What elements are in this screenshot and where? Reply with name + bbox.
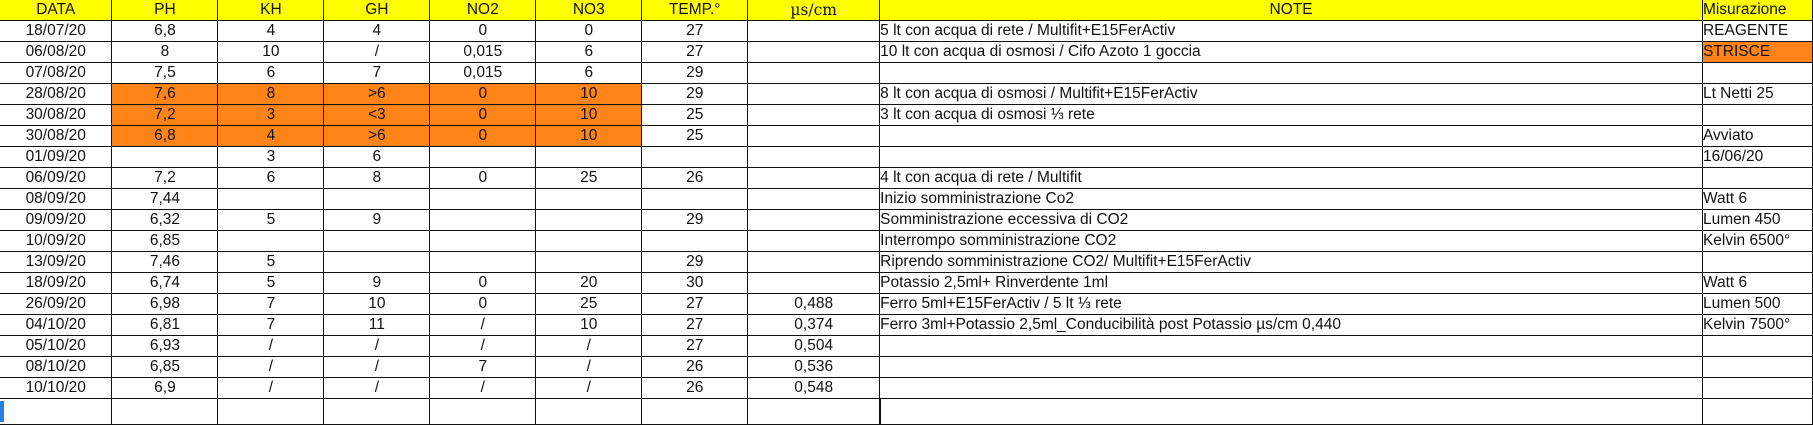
- cell-gh[interactable]: 9: [324, 273, 430, 294]
- header-cell-no2[interactable]: NO2: [430, 0, 536, 21]
- cell-gh[interactable]: /: [324, 378, 430, 399]
- table-row: [0, 189, 1813, 210]
- cell-ph[interactable]: 7,2: [112, 105, 218, 126]
- cell-temp[interactable]: 29: [642, 252, 748, 273]
- cell-conductivity[interactable]: [748, 399, 880, 425]
- cell-temp[interactable]: 27: [642, 42, 748, 63]
- cell-misurazione[interactable]: [1702, 357, 1812, 378]
- cell-conductivity[interactable]: 0,374: [748, 315, 880, 336]
- cell-misurazione[interactable]: 16/06/20: [1702, 147, 1812, 168]
- cell-note[interactable]: [880, 357, 1703, 378]
- cell-ph[interactable]: 6,32: [112, 210, 218, 231]
- cell-conductivity[interactable]: 0,548: [748, 378, 880, 399]
- cell-misurazione[interactable]: Kelvin 6500°: [1702, 231, 1812, 252]
- cell-note[interactable]: 4 lt con acqua di rete / Multifit: [880, 168, 1703, 189]
- cell-ph[interactable]: 6,74: [112, 273, 218, 294]
- cell-no2[interactable]: 0: [430, 168, 536, 189]
- cell-data[interactable]: 26/09/20: [0, 294, 112, 315]
- cell-kh[interactable]: [218, 231, 324, 252]
- cell-ph[interactable]: 6,8: [112, 21, 218, 42]
- cell-misurazione[interactable]: [1702, 63, 1812, 84]
- active-cell-marker: [0, 401, 4, 422]
- cell-temp[interactable]: 27: [642, 336, 748, 357]
- cell-ph[interactable]: 6,98: [112, 294, 218, 315]
- cell-note[interactable]: Inizio somministrazione Co2: [880, 189, 1703, 210]
- cell-gh[interactable]: /: [324, 357, 430, 378]
- cell-kh[interactable]: 5: [218, 252, 324, 273]
- cell-temp[interactable]: 25: [642, 126, 748, 147]
- cell-ph[interactable]: 7,46: [112, 252, 218, 273]
- cell-no2[interactable]: [430, 147, 536, 168]
- cell-ph[interactable]: 6,85: [112, 231, 218, 252]
- cell-gh[interactable]: 9: [324, 210, 430, 231]
- cell-misurazione[interactable]: [1702, 105, 1812, 126]
- table-row: [0, 357, 1813, 378]
- cell-data[interactable]: 10/09/20: [0, 231, 112, 252]
- table-row: [0, 252, 1813, 273]
- cell-note[interactable]: [880, 378, 1703, 399]
- cell-gh[interactable]: [324, 399, 430, 425]
- cell-kh[interactable]: [218, 399, 324, 425]
- cell-misurazione[interactable]: [1702, 252, 1812, 273]
- cell-no2[interactable]: /: [430, 378, 536, 399]
- cell-data[interactable]: 10/10/20: [0, 378, 112, 399]
- cell-no3[interactable]: /: [536, 357, 642, 378]
- header-cell-gh[interactable]: GH: [324, 0, 430, 21]
- cell-kh[interactable]: 7: [218, 315, 324, 336]
- cell-conductivity[interactable]: [748, 210, 880, 231]
- cell-conductivity[interactable]: [748, 63, 880, 84]
- cell-note[interactable]: 8 lt con acqua di osmosi / Multifit+E15FerActiv: [880, 84, 1703, 105]
- cell-no2[interactable]: 0: [430, 105, 536, 126]
- cell-kh[interactable]: 3: [218, 105, 324, 126]
- cell-gh[interactable]: /: [324, 42, 430, 63]
- cell-no3[interactable]: 10: [536, 105, 642, 126]
- cell-no2[interactable]: 7: [430, 357, 536, 378]
- cell-conductivity[interactable]: [748, 168, 880, 189]
- cell-temp[interactable]: 30: [642, 273, 748, 294]
- table-row: [0, 378, 1813, 399]
- table-row: [0, 315, 1813, 336]
- cell-misurazione[interactable]: [1702, 399, 1812, 425]
- header-cell-kh[interactable]: KH: [218, 0, 324, 21]
- cell-gh[interactable]: 4: [324, 21, 430, 42]
- cell-data[interactable]: 13/09/20: [0, 252, 112, 273]
- cell-gh[interactable]: <3: [324, 105, 430, 126]
- cell-no3[interactable]: 10: [536, 126, 642, 147]
- cell-data[interactable]: 07/08/20: [0, 63, 112, 84]
- cell-data[interactable]: 30/08/20: [0, 126, 112, 147]
- cell-data[interactable]: 08/09/20: [0, 189, 112, 210]
- cell-conductivity[interactable]: [748, 42, 880, 63]
- header-cell-ph[interactable]: PH: [112, 0, 218, 21]
- cell-gh[interactable]: [324, 189, 430, 210]
- cell-temp[interactable]: 25: [642, 105, 748, 126]
- cell-conductivity[interactable]: [748, 126, 880, 147]
- cell-note[interactable]: [880, 147, 1703, 168]
- table-row: [0, 105, 1813, 126]
- cell-no2[interactable]: /: [430, 315, 536, 336]
- cell-misurazione[interactable]: [1702, 168, 1812, 189]
- cell-kh[interactable]: 4: [218, 126, 324, 147]
- cell-temp[interactable]: 27: [642, 294, 748, 315]
- cell-kh[interactable]: 5: [218, 210, 324, 231]
- cell-no3[interactable]: 25: [536, 294, 642, 315]
- cell-kh[interactable]: /: [218, 378, 324, 399]
- cell-gh[interactable]: [324, 252, 430, 273]
- cell-kh[interactable]: 3: [218, 147, 324, 168]
- cell-no3[interactable]: 10: [536, 315, 642, 336]
- table-row: [0, 63, 1813, 84]
- header-row: [0, 0, 1813, 21]
- table-row: [0, 399, 1813, 425]
- cell-kh[interactable]: 10: [218, 42, 324, 63]
- cell-temp[interactable]: 26: [642, 357, 748, 378]
- cell-gh[interactable]: 7: [324, 63, 430, 84]
- cell-misurazione[interactable]: Lumen 500: [1702, 294, 1812, 315]
- cell-misurazione[interactable]: [1702, 336, 1812, 357]
- cell-no2[interactable]: 0,015: [430, 63, 536, 84]
- cell-no3[interactable]: 0: [536, 21, 642, 42]
- cell-misurazione[interactable]: [1702, 378, 1812, 399]
- cell-conductivity[interactable]: 0,536: [748, 357, 880, 378]
- cell-conductivity[interactable]: 0,488: [748, 294, 880, 315]
- cell-no3[interactable]: [536, 399, 642, 425]
- cell-kh[interactable]: 6: [218, 168, 324, 189]
- cell-data[interactable]: 05/10/20: [0, 336, 112, 357]
- header-cell-note[interactable]: NOTE: [880, 0, 1703, 21]
- cell-note[interactable]: [880, 399, 1703, 425]
- cell-no3[interactable]: [536, 147, 642, 168]
- cell-note[interactable]: 5 lt con acqua di rete / Multifit+E15FerActiv: [880, 21, 1703, 42]
- table-row: [0, 231, 1813, 252]
- cell-no3[interactable]: [536, 210, 642, 231]
- cell-gh[interactable]: >6: [324, 84, 430, 105]
- cell-kh[interactable]: 6: [218, 63, 324, 84]
- cell-misurazione[interactable]: Lumen 450: [1702, 210, 1812, 231]
- cell-conductivity[interactable]: [748, 231, 880, 252]
- cell-conductivity[interactable]: [748, 252, 880, 273]
- cell-kh[interactable]: 4: [218, 21, 324, 42]
- cell-note[interactable]: Somministrazione eccessiva di CO2: [880, 210, 1703, 231]
- cell-note[interactable]: Interrompo somministrazione CO2: [880, 231, 1703, 252]
- cell-temp[interactable]: 29: [642, 210, 748, 231]
- cell-misurazione[interactable]: REAGENTE: [1702, 21, 1812, 42]
- cell-temp[interactable]: [642, 189, 748, 210]
- cell-gh[interactable]: 8: [324, 168, 430, 189]
- cell-misurazione[interactable]: Avviato: [1702, 126, 1812, 147]
- table-row: [0, 42, 1813, 63]
- cell-temp[interactable]: 27: [642, 315, 748, 336]
- cell-no3[interactable]: /: [536, 336, 642, 357]
- cell-conductivity[interactable]: [748, 147, 880, 168]
- cell-kh[interactable]: [218, 189, 324, 210]
- cell-misurazione[interactable]: Watt 6: [1702, 189, 1812, 210]
- cell-data[interactable]: 18/09/20: [0, 273, 112, 294]
- cell-conductivity[interactable]: [748, 21, 880, 42]
- cell-no2[interactable]: 0: [430, 294, 536, 315]
- cell-gh[interactable]: 6: [324, 147, 430, 168]
- cell-note[interactable]: [880, 126, 1703, 147]
- cell-ph[interactable]: 7,44: [112, 189, 218, 210]
- cell-note[interactable]: 10 lt con acqua di osmosi / Cifo Azoto 1 goccia: [880, 42, 1703, 63]
- cell-no2[interactable]: [430, 210, 536, 231]
- table-row: [0, 210, 1813, 231]
- cell-ph[interactable]: 8: [112, 42, 218, 63]
- cell-gh[interactable]: 11: [324, 315, 430, 336]
- cell-no3[interactable]: 6: [536, 42, 642, 63]
- cell-no3[interactable]: 25: [536, 168, 642, 189]
- cell-no2[interactable]: 0: [430, 126, 536, 147]
- cell-kh[interactable]: /: [218, 357, 324, 378]
- cell-no2[interactable]: 0,015: [430, 42, 536, 63]
- cell-ph[interactable]: 6,81: [112, 315, 218, 336]
- cell-conductivity[interactable]: [748, 105, 880, 126]
- cell-data[interactable]: 06/09/20: [0, 168, 112, 189]
- cell-note[interactable]: Ferro 3ml+Potassio 2,5ml_Conducibilità post Potassio µs/cm 0,440: [880, 315, 1703, 336]
- cell-temp[interactable]: 29: [642, 84, 748, 105]
- cell-conductivity[interactable]: [748, 84, 880, 105]
- cell-data[interactable]: 18/07/20: [0, 21, 112, 42]
- cell-no2[interactable]: [430, 252, 536, 273]
- cell-ph[interactable]: 6,9: [112, 378, 218, 399]
- cell-note[interactable]: Riprendo somministrazione CO2/ Multifit+E15FerActiv: [880, 252, 1703, 273]
- cell-no3[interactable]: [536, 252, 642, 273]
- cell-no2[interactable]: 0: [430, 273, 536, 294]
- cell-data[interactable]: 04/10/20: [0, 315, 112, 336]
- cell-data[interactable]: [0, 399, 112, 425]
- cell-ph[interactable]: 6,85: [112, 357, 218, 378]
- cell-note[interactable]: Potassio 2,5ml+ Rinverdente 1ml: [880, 273, 1703, 294]
- cell-data[interactable]: 06/08/20: [0, 42, 112, 63]
- table-row: [0, 294, 1813, 315]
- cell-ph[interactable]: 7,5: [112, 63, 218, 84]
- cell-temp[interactable]: 26: [642, 168, 748, 189]
- cell-note[interactable]: 3 lt con acqua di osmosi ⅓ rete: [880, 105, 1703, 126]
- cell-misurazione[interactable]: Kelvin 7500°: [1702, 315, 1812, 336]
- cell-temp[interactable]: [642, 231, 748, 252]
- cell-kh[interactable]: 7: [218, 294, 324, 315]
- cell-ph[interactable]: 6,93: [112, 336, 218, 357]
- cell-temp[interactable]: [642, 399, 748, 425]
- table-row: [0, 126, 1813, 147]
- cell-no3[interactable]: [536, 189, 642, 210]
- cell-no3[interactable]: 6: [536, 63, 642, 84]
- cell-conductivity[interactable]: [748, 189, 880, 210]
- table-row: [0, 273, 1813, 294]
- header-cell-misurazione[interactable]: Misurazione: [1702, 0, 1812, 21]
- table-row: [0, 84, 1813, 105]
- cell-data[interactable]: 28/08/20: [0, 84, 112, 105]
- cell-kh[interactable]: 5: [218, 273, 324, 294]
- cell-gh[interactable]: 10: [324, 294, 430, 315]
- table-row: [0, 336, 1813, 357]
- cell-no2[interactable]: 0: [430, 21, 536, 42]
- cell-gh[interactable]: >6: [324, 126, 430, 147]
- cell-misurazione[interactable]: STRISCE: [1702, 42, 1812, 63]
- cell-data[interactable]: 30/08/20: [0, 105, 112, 126]
- table-row: [0, 147, 1813, 168]
- cell-misurazione[interactable]: Watt 6: [1702, 273, 1812, 294]
- header-cell-temp[interactable]: TEMP.°: [642, 0, 748, 21]
- cell-no2[interactable]: [430, 189, 536, 210]
- cell-no2[interactable]: [430, 231, 536, 252]
- cell-data[interactable]: 09/09/20: [0, 210, 112, 231]
- cell-gh[interactable]: [324, 231, 430, 252]
- cell-no2[interactable]: 0: [430, 84, 536, 105]
- cell-note[interactable]: Ferro 5ml+E15FerActiv / 5 lt ⅓ rete: [880, 294, 1703, 315]
- cell-data[interactable]: 08/10/20: [0, 357, 112, 378]
- cell-ph[interactable]: 7,2: [112, 168, 218, 189]
- cell-data[interactable]: 01/09/20: [0, 147, 112, 168]
- header-cell-data[interactable]: DATA: [0, 0, 112, 21]
- header-cell-conductivity[interactable]: µs/cm: [748, 0, 880, 21]
- cell-ph[interactable]: [112, 399, 218, 425]
- cell-no3[interactable]: 10: [536, 84, 642, 105]
- cell-conductivity[interactable]: [748, 273, 880, 294]
- cell-note[interactable]: [880, 336, 1703, 357]
- cell-ph[interactable]: 6,8: [112, 126, 218, 147]
- header-cell-no3[interactable]: NO3: [536, 0, 642, 21]
- cell-ph[interactable]: [112, 147, 218, 168]
- cell-note[interactable]: [880, 63, 1703, 84]
- table-row: [0, 168, 1813, 189]
- cell-gh[interactable]: /: [324, 336, 430, 357]
- cell-kh[interactable]: /: [218, 336, 324, 357]
- cell-misurazione[interactable]: Lt Netti 25: [1702, 84, 1812, 105]
- cell-conductivity[interactable]: 0,504: [748, 336, 880, 357]
- cell-ph[interactable]: 7,6: [112, 84, 218, 105]
- cell-kh[interactable]: 8: [218, 84, 324, 105]
- cell-no3[interactable]: 20: [536, 273, 642, 294]
- cell-temp[interactable]: 26: [642, 378, 748, 399]
- cell-temp[interactable]: [642, 147, 748, 168]
- cell-no3[interactable]: [536, 231, 642, 252]
- cell-no2[interactable]: /: [430, 336, 536, 357]
- cell-temp[interactable]: 29: [642, 63, 748, 84]
- cell-no3[interactable]: /: [536, 378, 642, 399]
- table-row: [0, 21, 1813, 42]
- cell-temp[interactable]: 27: [642, 21, 748, 42]
- cell-no2[interactable]: [430, 399, 536, 425]
